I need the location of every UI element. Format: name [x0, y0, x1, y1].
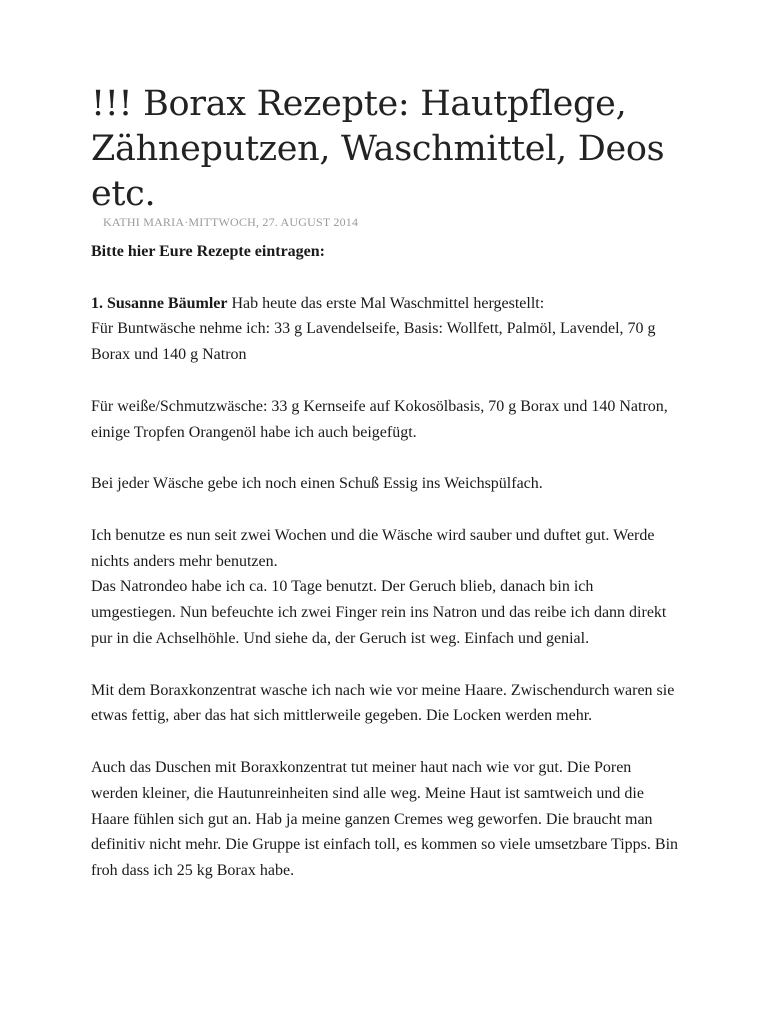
document-page: [91, 82, 681, 910]
article-body: [91, 239, 681, 884]
paragraph-weisswaesche: Für weiße/Schmutzwäsche: 33 g Kernseife auf Kokosölbasis, 70 g Borax und 140 Natron, einige Tropfen Orangenöl habe ich auch beigefügt.: [91, 397, 668, 441]
paragraph-erfahrung: Ich benutze es nun seit zwei Wochen und die Wäsche wird sauber und duftet gut. Werde nichts anders mehr benutzen.: [91, 526, 655, 570]
paragraph-haare: Mit dem Boraxkonzentrat wasche ich nach wie vor meine Haare. Zwischendurch waren sie etwas fettig, aber das hat sich mittlerweile gegeben. Die Locken werden mehr.: [91, 681, 675, 725]
intro-text: Bitte hier Eure Rezepte eintragen:: [91, 243, 326, 260]
paragraph-buntwaesche: Für Buntwäsche nehme ich: 33 g Lavendelseife, Basis: Wollfett, Palmöl, Lavendel, 70 g Borax und 140 g Natron: [91, 320, 656, 364]
article-title: !!! Borax Rezepte: Hautpflege, Zähneputzen, Waschmittel, Deos etc.: [91, 84, 665, 214]
intro-paragraph: [91, 239, 681, 265]
entry-heading: [91, 291, 681, 317]
paragraph-duschen: Auch das Duschen mit Boraxkonzentrat tut meiner haut nach wie vor gut. Die Poren werden kleiner, die Hautunreinheiten sind alle weg. Meine Haut ist samtweich und die Haare fühlen sich gut an. Hab ja meine ganzen Cremes weg geworfen. Die braucht man definitiv nicht mehr. Die Gruppe ist einfach toll, es kommen so viele umsetzbare Tipps. Bin froh dass ich 25 kg Borax habe.: [91, 758, 679, 880]
entry-number: 1.: [91, 294, 103, 312]
entry-first-line: Hab heute das erste Mal Waschmittel hergestellt:: [231, 294, 545, 312]
article-byline: KATHI MARIA·MITTWOCH, 27. AUGUST 2014: [103, 215, 359, 229]
entry-author: Susanne Bäumler: [107, 294, 228, 312]
paragraph-natrondeo: Das Natrondeo habe ich ca. 10 Tage benutzt. Der Geruch blieb, danach bin ich umgestiegen. Nun befeuchte ich zwei Finger rein ins Natron und das reibe ich dann direkt pur in die Achselhöhle. Und siehe da, der Geruch ist weg. Einfach und genial.: [91, 578, 667, 647]
paragraph-essig: Bei jeder Wäsche gebe ich noch einen Schuß Essig ins Weichspülfach.: [91, 475, 543, 493]
